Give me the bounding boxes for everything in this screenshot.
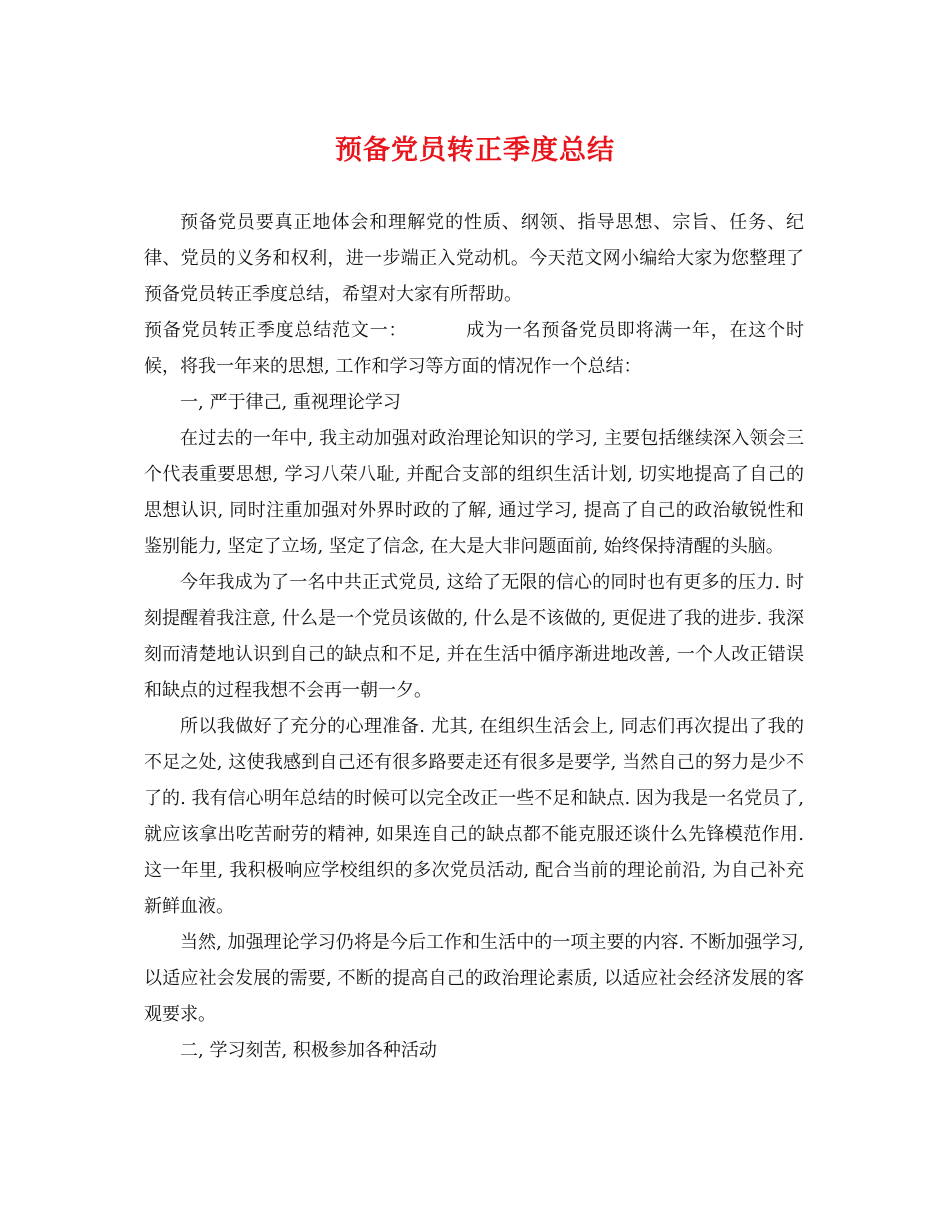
document-title: 预备党员转正季度总结 — [335, 135, 615, 166]
sample-paragraph — [144, 313, 804, 385]
paragraph-2: 今年我成为了一名中共正式党员, 这给了无限的信心的同时也有更多的压力. 时刻提醒着我注意, 什么是一个党员该做的, 什么是不该做的, 更促进了我的进步. 我深刻而清楚地认识到自己的缺点和不足, 并在生活中循序渐进地改善, 一个人改正错误和缺点的过程我想不会再一朝一夕。 — [144, 572, 804, 701]
paragraph-3: 所以我做好了充分的心理准备. 尤其, 在组织生活会上, 同志们再次提出了我的不足之处, 这使我感到自己还有很多路要走还有很多是要学, 当然自己的努力是少不了的. 我有信心明年总结的时候可以完全改正一些不足和缺点. 因为我是一名党员了, 就应该拿出吃苦耐劳的精神, 如果连自己的缺点都不能克服还谈什么先锋模范作用. 这一年里, 我积极响应学校组织的多次党员活动, 配合当前的理论前沿, 为自己补充新鲜血液。 — [144, 716, 804, 917]
paragraph-1: 在过去的一年中, 我主动加强对政治理论知识的学习, 主要包括继续深入领会三个代表重要思想, 学习八荣八耻, 并配合支部的组织生活计划, 切实地提高了自己的思想认识, 同时注重加强对外界时政的了解, 通过学习, 提高了自己的政治敏锐性和鉴别能力, 坚定了立场, 坚定了信念, 在大是大非问题面前, 始终保持清醒的头脑。 — [144, 428, 804, 557]
sample-label: 预备党员转正季度总结范文一： — [144, 320, 408, 341]
document-body — [144, 205, 804, 1069]
intro-paragraph: 预备党员要真正地体会和理解党的性质、纲领、指导思想、宗旨、任务、纪律、党员的义务和权利，进一步端正入党动机。今天范文网小编给大家为您整理了预备党员转正季度总结，希望对大家有所帮助。 — [144, 212, 804, 305]
paragraph-4: 当然, 加强理论学习仍将是今后工作和生活中的一项主要的内容. 不断加强学习, 以适应社会发展的需要, 不断的提高自己的政治理论素质, 以适应社会经济发展的客观要求。 — [144, 932, 804, 1025]
sample-opening: 成为一名预备党员即将满一年，在这个时候，将我一年来的思想, 工作和学习等方面的情况作一个总结： — [144, 320, 804, 377]
section-heading-1: 一, 严于律己, 重视理论学习 — [180, 392, 401, 413]
section-heading-2: 二, 学习刻苦, 积极参加各种活动 — [180, 1040, 437, 1061]
